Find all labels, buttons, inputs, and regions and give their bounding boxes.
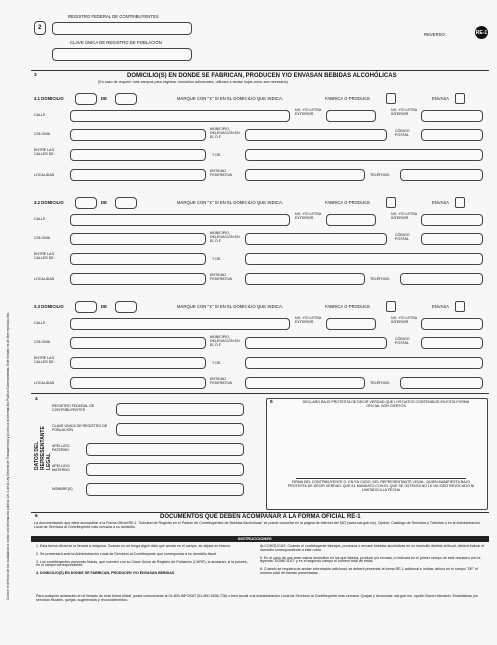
firma-text: FIRMA DEL CONTRIBUYENTE O, EN SU CASO, DEL REPRESENTANTE LEGAL, QUIEN MANIFIESTA BAJO PROTESTA DE DECIR VERDAD, QUE EL MANDATO CON EL QUE SE OSTENTA NO LE HA SIDO REVOCADO NI LIMITADO A LA FECHA xyxy=(287,480,475,492)
domicilio-num-input[interactable] xyxy=(75,93,97,105)
cp-label: CÓDIGO POSTAL xyxy=(395,233,410,241)
calle-input[interactable] xyxy=(70,110,290,122)
de-label: DE xyxy=(101,304,107,309)
municipio-input[interactable] xyxy=(245,337,387,349)
entidad-input[interactable] xyxy=(245,169,365,181)
municipio-label: MUNICIPIO, DELEGACIÓN EN EL D.F. xyxy=(210,127,240,139)
divider xyxy=(31,512,489,513)
instruction-item: 2. Se presentará ante la Administración Local de Servicios al Contribuyente que corresponda a su domicilio fiscal. xyxy=(36,551,217,556)
divider xyxy=(31,393,489,394)
form-id: RE-1 xyxy=(475,29,488,36)
rep-ap-materno-label: APELLIDO MATERNO xyxy=(52,464,70,472)
rep-nombres-input[interactable] xyxy=(86,483,244,496)
marque-label: MARQUE CON "X" SI EN EL DOMICILIO QUE INDICA: xyxy=(177,304,284,309)
domicilio-total-input[interactable] xyxy=(115,93,137,105)
calle-label: CALLE xyxy=(34,321,46,325)
municipio-input[interactable] xyxy=(245,233,387,245)
no-int-input[interactable] xyxy=(421,318,483,330)
envasa-checkbox[interactable] xyxy=(455,301,465,312)
municipio-label: MUNICIPIO, DELEGACIÓN EN EL D.F. xyxy=(210,231,240,243)
envasa-checkbox[interactable] xyxy=(455,197,465,208)
cp-label: CÓDIGO POSTAL xyxy=(395,129,410,137)
telefono-label: TELÉFONO xyxy=(370,277,390,281)
y-de-label: Y DE: xyxy=(212,257,222,261)
section3-title: DOMICILIO(S) EN DONDE SE FABRICAN, PRODUCEN Y/O ENVASAN BEBIDAS ALCOHÓLICAS xyxy=(127,73,397,79)
de-label: DE xyxy=(101,200,107,205)
entidad-label: ENTIDAD FEDERATIVA xyxy=(210,377,233,385)
instructions-title: INSTRUCCIONES xyxy=(238,536,272,541)
section5-number: 5 xyxy=(270,400,273,405)
calle-label: CALLE xyxy=(34,113,46,117)
de-label: DE xyxy=(101,96,107,101)
telefono-label: TELÉFONO xyxy=(370,381,390,385)
no-ext-input[interactable] xyxy=(326,214,376,226)
reverso-label: REVERSO xyxy=(424,32,445,37)
instructions-right xyxy=(260,545,486,576)
no-int-input[interactable] xyxy=(421,214,483,226)
entidad-input[interactable] xyxy=(245,273,365,285)
rfc-input[interactable] xyxy=(52,22,192,35)
no-int-label: NO. Y/O LETRA INTERIOR xyxy=(391,212,417,220)
entre-input[interactable] xyxy=(70,253,206,265)
domicilio-code: 3.2 DOMICILIO xyxy=(34,200,64,205)
colonia-input[interactable] xyxy=(70,129,206,141)
section6-title: DOCUMENTOS QUE DEBEN ACOMPAÑAR A LA FORMA OFICIAL RE-1 xyxy=(160,514,361,520)
entidad-label: ENTIDAD FEDERATIVA xyxy=(210,169,233,177)
municipio-input[interactable] xyxy=(245,129,387,141)
divider xyxy=(31,70,489,71)
envasa-label: ENVASA xyxy=(432,304,449,309)
rep-ap-materno-input[interactable] xyxy=(86,463,244,476)
telefono-input[interactable] xyxy=(400,377,483,389)
colonia-input[interactable] xyxy=(70,337,206,349)
instruction-item: ALCOHÓLICAS. Cuando el contribuyente fabrique, produzca o envase bebidas alcohólicas en un domicilio distinto al fiscal, deberá indicar el domicilio correspondiente a este rubro. xyxy=(260,544,485,552)
entre-label: ENTRE LAS CALLES DE: xyxy=(34,148,55,156)
localidad-input[interactable] xyxy=(70,377,206,389)
instructions-footer: Para cualquier aclaración en el llenado de esta forma oficial, podrá comunicarse al 01-800-INFOSAT (01-800-4636-728) o bien acudir a la Administración Local de Servicios al Contribuyente más cercana. Quejas y denuncias: sat.gob.mx, opción Buzón tributario, Estadísticas y/o servicios fiscales, quejas, sugerencias y reconocimientos. xyxy=(36,594,478,602)
municipio-label: MUNICIPIO, DELEGACIÓN EN EL D.F. xyxy=(210,335,240,347)
localidad-input[interactable] xyxy=(70,273,206,285)
cp-input[interactable] xyxy=(421,337,483,349)
rep-rfc-label: REGISTRO FEDERAL DE CONTRIBUYENTES xyxy=(52,404,95,412)
rep-nombres-label: NOMBRE(S) xyxy=(52,487,73,491)
section3-subtitle: (En caso de requerir más campos para registrar domicilios adicionales, utilizará a tantas hojas como sea necesario) xyxy=(98,80,288,84)
entidad-label: ENTIDAD FEDERATIVA xyxy=(210,273,233,281)
instruction-item: 6. Cuando se requiera de anotar información adicional, se deberá presentar la forma RE-1 adicional e indicar dichos en el campo "DE" el número total de formas presentadas. xyxy=(260,567,478,575)
no-int-label: NO. Y/O LETRA INTERIOR xyxy=(391,108,417,116)
signature-line xyxy=(296,478,466,479)
envasa-checkbox[interactable] xyxy=(455,93,465,104)
instruction-item: 4. DOMICILIO(S) EN DONDE SE FABRICAN, PRODUCEN Y/O ENVASAN BEBIDAS xyxy=(36,571,175,576)
rep-ap-paterno-label: APELLIDO PATERNO xyxy=(52,444,70,452)
y-de-input[interactable] xyxy=(245,149,483,161)
calle-input[interactable] xyxy=(70,318,290,330)
entidad-input[interactable] xyxy=(245,377,365,389)
colonia-label: COLONIA xyxy=(34,132,51,136)
signature-box[interactable] xyxy=(266,398,488,510)
section6-number: 6 xyxy=(35,514,38,519)
section4-side-label: DATOS DEL REPRESENTANTE LEGAL xyxy=(34,426,52,470)
y-de-input[interactable] xyxy=(245,357,483,369)
no-ext-label: NO. Y/O LETRA EXTERIOR xyxy=(295,108,321,116)
telefono-input[interactable] xyxy=(400,169,483,181)
no-ext-input[interactable] xyxy=(326,110,376,122)
curp-label: CLAVE ÚNICA DE REGISTRO DE POBLACIÓN xyxy=(70,40,162,45)
localidad-label: LOCALIDAD xyxy=(34,173,55,177)
section6-intro: La documentación que debe acompañar a la Forma Oficial RE-1 "Solicitud de Registro en el Padrón de Contribuyentes de Bebidas Alcohólicas" se puede consultar en la página de Internet del SAT (www.sat.gob.mx), Opción: Catálogo de Servicios y Trámites o en la Administración Local de Servicios al Contribuyente más cercana a su domicilio. xyxy=(34,521,480,529)
calle-input[interactable] xyxy=(70,214,290,226)
entre-input[interactable] xyxy=(70,149,206,161)
side-legal-text: Conoce el derecho de los ciudadanos a contar con información pública: Art. 4 de la Ley General de Transparencia y Acceso a la Información Pública Gubernamental. Este formato es de libre reproducción. xyxy=(6,312,10,600)
entre-input[interactable] xyxy=(70,357,206,369)
fabrica-checkbox[interactable] xyxy=(386,301,396,312)
instruction-item: 3. Los contribuyentes personas físicas, que cuenten con su Clave Única de Registro de Población (CURP), la anotarán; si la poseen, en el campo correspondiente. xyxy=(36,559,248,568)
colonia-label: COLONIA xyxy=(34,236,51,240)
no-ext-input[interactable] xyxy=(326,318,376,330)
y-de-label: Y DE: xyxy=(212,153,222,157)
no-ext-label: NO. Y/O LETRA EXTERIOR xyxy=(295,316,321,324)
domicilio-code: 3.1 DOMICILIO xyxy=(34,96,64,101)
cp-label: CÓDIGO POSTAL xyxy=(395,337,410,345)
section3-number: 3 xyxy=(34,73,37,78)
fabrica-label: FABRICA O PRODUCE xyxy=(325,304,371,309)
entre-label: ENTRE LAS CALLES DE: xyxy=(34,252,55,260)
calle-label: CALLE xyxy=(34,217,46,221)
domicilio-total-input[interactable] xyxy=(115,197,137,209)
y-de-input[interactable] xyxy=(245,253,483,265)
cp-input[interactable] xyxy=(421,233,483,245)
rep-curp-label: CLAVE ÚNICA DE REGISTRO DE POBLACIÓN xyxy=(52,424,108,432)
curp-input[interactable] xyxy=(52,48,192,61)
no-int-label: NO. Y/O LETRA INTERIOR xyxy=(391,316,417,324)
instruction-item: 5. En el caso de que sean varios domicilios en los que fabrica, produce y/o envasa, lo indicará en el primer campo de este recuadro con la leyenda "DOMICILIO" y en el segundo campo el número total de éstos. xyxy=(260,555,481,564)
instruction-item: 1. Esta forma oficial se la llenará a máquina. Cuando no se tenga algún dato que anotar en el campo, se dejará en blanco. xyxy=(36,544,231,548)
declaro-text: DECLARO BAJO PROTESTA DE DECIR VERDAD QUE LOS DATOS CONTENIDOS EN ESTA FORMA OFICIAL SON CIERTOS xyxy=(302,400,470,408)
rep-rfc-input[interactable] xyxy=(116,403,244,416)
y-de-label: Y DE: xyxy=(212,361,222,365)
envasa-label: ENVASA xyxy=(432,200,449,205)
domicilio-total-input[interactable] xyxy=(115,301,137,313)
rep-curp-input[interactable] xyxy=(116,423,244,436)
localidad-input[interactable] xyxy=(70,169,206,181)
telefono-label: TELÉFONO xyxy=(370,173,390,177)
colonia-input[interactable] xyxy=(70,233,206,245)
fabrica-label: FABRICA O PRODUCE xyxy=(325,200,371,205)
cp-input[interactable] xyxy=(421,129,483,141)
no-ext-label: NO. Y/O LETRA EXTERIOR xyxy=(295,212,321,220)
domicilio-num-input[interactable] xyxy=(75,197,97,209)
colonia-label: COLONIA xyxy=(34,340,51,344)
fabrica-label: FABRICA O PRODUCE xyxy=(325,96,371,101)
instructions-left xyxy=(36,545,248,576)
marque-label: MARQUE CON "X" SI EN EL DOMICILIO QUE INDICA: xyxy=(177,200,284,205)
form-logo xyxy=(475,26,488,39)
localidad-label: LOCALIDAD xyxy=(34,277,55,281)
rfc-label: REGISTRO FEDERAL DE CONTRIBUYENTES xyxy=(68,14,159,19)
fabrica-checkbox[interactable] xyxy=(386,93,396,104)
rep-ap-paterno-input[interactable] xyxy=(86,443,244,456)
marque-label: MARQUE CON "X" SI EN EL DOMICILIO QUE INDICA: xyxy=(177,96,284,101)
envasa-label: ENVASA xyxy=(432,96,449,101)
domicilio-code: 3.3 DOMICILIO xyxy=(34,304,64,309)
localidad-label: LOCALIDAD xyxy=(34,381,55,385)
section4-number: 4 xyxy=(35,397,38,402)
entre-label: ENTRE LAS CALLES DE: xyxy=(34,356,55,364)
domicilio-num-input[interactable] xyxy=(75,301,97,313)
no-int-input[interactable] xyxy=(421,110,483,122)
field-number: 2 xyxy=(38,25,42,31)
telefono-input[interactable] xyxy=(400,273,483,285)
fabrica-checkbox[interactable] xyxy=(386,197,396,208)
